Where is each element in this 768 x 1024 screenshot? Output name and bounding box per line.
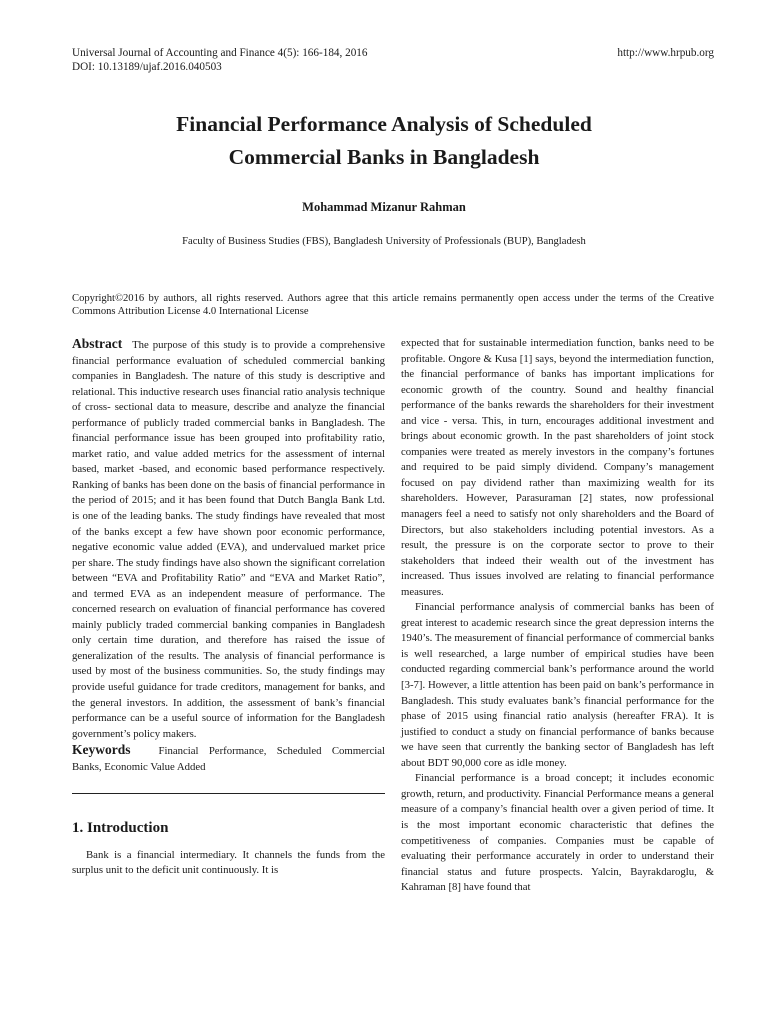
introduction-paragraph-2: Financial performance analysis of commercial banks has been of great interest to academic research since the great depression interns the 1940’s. The measurement of financial performance of commercial banks is well researched, a large number of empirical studies have been conducted regarding commercial bank’s performance around the world [3-7]. However, a little attention has been paid on bank’s performance in Bangladesh. This study evaluates bank’s financial performance for the phase of 2015 using financial ratio analysis (hereafter FRA). It is justified to conduct a study on financial performance of banks because we have seen that currently the banking sector of Bangladesh has left about BDT 90,000 core as idle money. [401, 601, 714, 769]
right-column [401, 336, 714, 896]
title-line-1: Financial Performance Analysis of Scheduled [176, 112, 592, 136]
title-line-2: Commercial Banks in Bangladesh [228, 145, 540, 169]
introduction-paragraph-1-cont: expected that for sustainable intermediation function, banks need to be profitable. Ongore & Kusa [1] says, beyond the intermediation function, the financial performance of banks has important implications for economic growth of the country. Sound and healthy financial performance of the banks rewards the shareholders for their investment and vice - versa. This, in turn, encourages additional investment and brings about economic growth. In the past shareholders of joint stock companies were treated as merely investors in the company’s fortunes and required to be paid simply dividend. Company’s management focused on pay dividend rather than maximizing wealth for its shareholders. However, Parasuraman [2] states, now professional managers feel a need to satisfy not only shareholders and the Board of Directors, but also stakeholders including potential investors. As a result, the pressure is on the corporate sector to prove to their stakeholders that indeed their wealth out of the investment has increased. Thus issues involved are relating to financial performance measures. [401, 337, 714, 598]
keywords-heading: Keywords [72, 742, 131, 758]
abstract-paragraph [72, 336, 385, 742]
introduction-heading: 1. Introduction [72, 820, 169, 837]
abstract-heading: Abstract [72, 336, 123, 351]
journal-url[interactable]: http://www.hrpub.org [617, 47, 714, 59]
copyright-notice: Copyright©2016 by authors, all rights reserved. Authors agree that this article remains permanently open access under the terms of the Creative Commons Attribution License 4.0 International License [72, 293, 714, 317]
journal-header-line [72, 46, 714, 60]
section-divider [72, 793, 385, 794]
doi: DOI: 10.13189/ujaf.2016.040503 [72, 61, 222, 73]
abstract-text: The purpose of this study is to provide a comprehensive financial performance evaluation of scheduled commercial banking companies in Bangladesh. The nature of this study is descriptive and relational. This inductive research uses financial ratio analysis technique of cross- sectional data to measure, describe and analyze the financial performance of publicly traded commercial banks in Bangladesh. The financial performance issue has been grouped into profitability ratio, market ratio, and value added metrics for the assessment of internal based, market -based, and economic based performance respectively. Ranking of banks has been done on the basis of financial performance in the period of 2015; and it has been found that Dutch Bangla Bank Ltd. is one of the leading banks. The study findings have revealed that most of the banks except a few have shown poor economic performance, negative economic value added (EVA), and undervalued market price per share. The study findings have also shown the significant correlation between “EVA and Profitability Ratio” and “EVA and Market Ratio”, and termed EVA as an independent measure of performance. The concerned research on evaluation of financial performance has covered mainly publicly traded commercial banking companies in Bangladesh only certain time duration, and therefore has raised the issue of generalization of the results. The analysis of financial performance is used by most of the business communities. So, the study findings may provide useful guidance for trade creditors, management for banks, and the general investors. In addition, the assessment of bank’s financial performance can be a useful source of information for the Bangladesh government’s policy makers. [72, 339, 385, 740]
introduction-paragraph-1-start: Bank is a financial intermediary. It channels the funds from the surplus unit to the deficit unit continuously. It is [72, 848, 385, 877]
keywords-paragraph [72, 742, 385, 775]
paper-title [60, 108, 708, 174]
keywords-text: Financial Performance, Scheduled Commercial Banks, Economic Value Added [72, 745, 385, 773]
author-affiliation: Faculty of Business Studies (FBS), Bangladesh University of Professionals (BUP), Bangladesh [182, 236, 586, 247]
journal-header [72, 46, 714, 74]
left-column [72, 336, 385, 879]
author-name: Mohammad Mizanur Rahman [302, 200, 466, 214]
introduction-paragraph-3: Financial performance is a broad concept; it includes economic growth, return, and productivity. Financial Performance means a general measure of a company’s financial health over a given period of time. It is the most important economic characteristic that defines the competitiveness of companies. Companies must be capable of evaluating their performance accurately in order to understand their financial status and future prospects. Yalcin, Bayrakdaroglu, & Kahraman [8] have found that [401, 772, 714, 894]
journal-citation: Universal Journal of Accounting and Finance 4(5): 166-184, 2016 [72, 47, 368, 59]
